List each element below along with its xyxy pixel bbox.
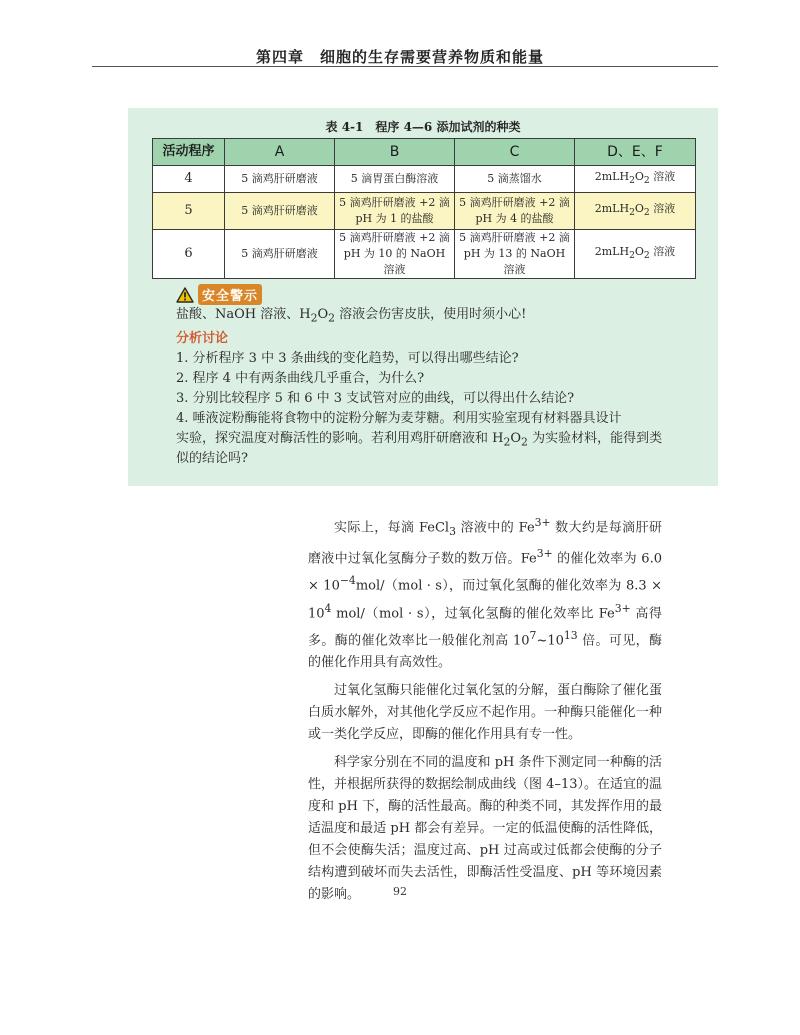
cell-def-pre: 2mLH (594, 201, 630, 215)
table-header-b: B (335, 139, 455, 166)
p1-s6-sup: 3+ (614, 601, 631, 615)
discussion-question-1: 1. 分析程序 3 中 3 条曲线的变化趋势，可以得出哪些结论? (176, 351, 519, 366)
table-header-step: 活动程序 (153, 139, 225, 166)
paragraph-conditions: 科学家分别在不同的温度和 pH 条件下测定同一种酶的活性，并根据所获得的数据绘制成曲线（图 4–13）。在适宜的温度和 pH 下，酶的活性最高。酶的种类不同，其发挥作用的最适温度和最适 pH 都会有差异。一定的低温使酶的活性降低，但不会使酶失活；温度过高、pH 过高或过低都会使酶的分子结构遭到破坏而失去活性，即酶活性受温度、pH 等环境因素的影响。 (308, 755, 662, 903)
reagent-table (152, 138, 696, 279)
cell-step: 4 (153, 166, 225, 193)
q4-sub1: 2 (503, 435, 511, 449)
safety-text-sub2: 2 (328, 311, 336, 325)
table-header-def: D、E、F (575, 139, 696, 166)
discussion-question-3: 3. 分别比较程序 5 和 6 中 3 支试管对应的曲线，可以得出什么结论? (176, 391, 575, 406)
cell-c: 5 滴鸡肝研磨液 +2 滴 pH 为 13 的 NaOH 溶液 (455, 230, 575, 279)
paragraph-efficiency (308, 512, 662, 674)
main-text (308, 512, 662, 906)
cell-def-sub2: 2 (643, 250, 650, 262)
cell-def-post: 溶液 (649, 169, 676, 183)
safety-label: 安全警示 (198, 284, 262, 305)
cell-def-pre: 2mLH (594, 244, 630, 258)
page-number: 92 (393, 885, 407, 898)
p1-s1-sub: 3 (449, 524, 456, 538)
table-row (153, 166, 696, 193)
cell-def (575, 166, 696, 193)
cell-def-sub2: 2 (643, 207, 650, 219)
discussion-question-4-cont (176, 427, 662, 449)
p1-s3: 数大约是每滴肝研磨液中过氧化氢酶分子数的数万倍。Fe (308, 520, 662, 567)
cell-a: 5 滴鸡肝研磨液 (225, 193, 335, 230)
p1-s5-sup: 4 (324, 601, 332, 615)
p1-s6: mol/（mol · s），过氧化氢酶的催化效率比 Fe (331, 605, 615, 621)
discussion-question-2: 2. 程序 4 中有两条曲线几乎重合，为什么? (176, 371, 425, 386)
cell-c: 5 滴蒸馏水 (455, 166, 575, 193)
p1-s9: 倍。可见，酶的催化作用具有高效性。 (308, 633, 662, 671)
p1-s5: mol/（mol · s），而过氧化氢酶的催化效率为 8.3 × 10 (308, 578, 662, 621)
q4-mid: O (510, 431, 522, 446)
p1-s8-sup: 13 (563, 628, 578, 642)
cell-step: 5 (153, 193, 225, 230)
cell-def-mid: O (634, 201, 644, 215)
p1-s8: ~10 (536, 633, 564, 649)
p1-s2-sup: 3+ (534, 516, 551, 529)
cell-b: 5 滴鸡肝研磨液 +2 滴 pH 为 10 的 NaOH 溶液 (335, 230, 455, 279)
cell-a: 5 滴鸡肝研磨液 (225, 230, 335, 279)
p1-s7: 高得多。酶的催化效率比一般催化剂高 10 (308, 605, 662, 649)
cell-def-post: 溶液 (649, 201, 676, 215)
cell-def-mid: O (634, 169, 644, 183)
cell-step: 6 (153, 230, 225, 279)
p1-s7-sup: 7 (529, 628, 537, 642)
cell-b: 5 滴胃蛋白酶溶液 (335, 166, 455, 193)
paragraph-specificity: 过氧化氢酶只能催化过氧化氢的分解，蛋白酶除了催化蛋白质水解外，对其他化学反应不起作用。一种酶只能催化一种或一类化学反应，即酶的催化作用具有专一性。 (308, 683, 662, 743)
q4-post: 为实验材料，能得到类 (527, 431, 663, 446)
p1-s4: 的催化效率为 6.0 × 10 (308, 551, 662, 594)
p1-s2: 溶液中的 Fe (455, 520, 535, 536)
cell-def (575, 230, 696, 279)
warning-triangle-icon (176, 287, 194, 303)
table-header-row (153, 139, 696, 166)
cell-def-mid: O (634, 244, 644, 258)
header-rule (92, 66, 718, 67)
safety-text-mid: O (317, 307, 329, 322)
safety-text (176, 303, 526, 325)
table-caption: 表 4-1 程序 4—6 添加试剂的种类 (325, 120, 521, 134)
safety-text-sub1: 2 (310, 311, 318, 325)
table-row (153, 230, 696, 279)
discussion-question-4: 4. 唾液淀粉酶能将食物中的淀粉分解为麦芽糖。利用实验室现有材料器具设计 (176, 411, 622, 426)
discussion-question-4-end: 似的结论吗? (176, 451, 248, 466)
safety-text-pre: 盐酸、NaOH 溶液、H (176, 307, 311, 322)
chapter-header: 第四章 细胞的生存需要营养物质和能量 (255, 48, 544, 66)
discussion-title: 分析讨论 (176, 331, 229, 346)
p1-s4-sup: −4 (339, 574, 356, 588)
cell-c: 5 滴鸡肝研磨液 +2 滴 pH 为 4 的盐酸 (455, 193, 575, 230)
cell-def-pre: 2mLH (594, 169, 630, 183)
cell-def-sub2: 2 (643, 175, 650, 187)
table-header-c: C (455, 139, 575, 166)
safety-warning (176, 284, 262, 305)
cell-def-sub: 2 (629, 250, 635, 262)
cell-def-post: 溶液 (649, 244, 676, 258)
p1-s1: 实际上，每滴 FeCl (334, 520, 450, 536)
cell-def-sub: 2 (629, 175, 635, 187)
cell-b: 5 滴鸡肝研磨液 +2 滴 pH 为 1 的盐酸 (335, 193, 455, 230)
q4-sub2: 2 (521, 435, 528, 449)
safety-text-post: 溶液会伤害皮肤，使用时须小心! (335, 307, 527, 322)
cell-def-sub: 2 (629, 207, 635, 219)
cell-a: 5 滴鸡肝研磨液 (225, 166, 335, 193)
q4-pre: 实验，探究温度对酶活性的影响。若利用鸡肝研磨液和 H (176, 431, 504, 446)
cell-def (575, 193, 696, 230)
table-header-a: A (225, 139, 335, 166)
table-row (153, 193, 696, 230)
p1-s3-sup: 3+ (536, 546, 553, 560)
